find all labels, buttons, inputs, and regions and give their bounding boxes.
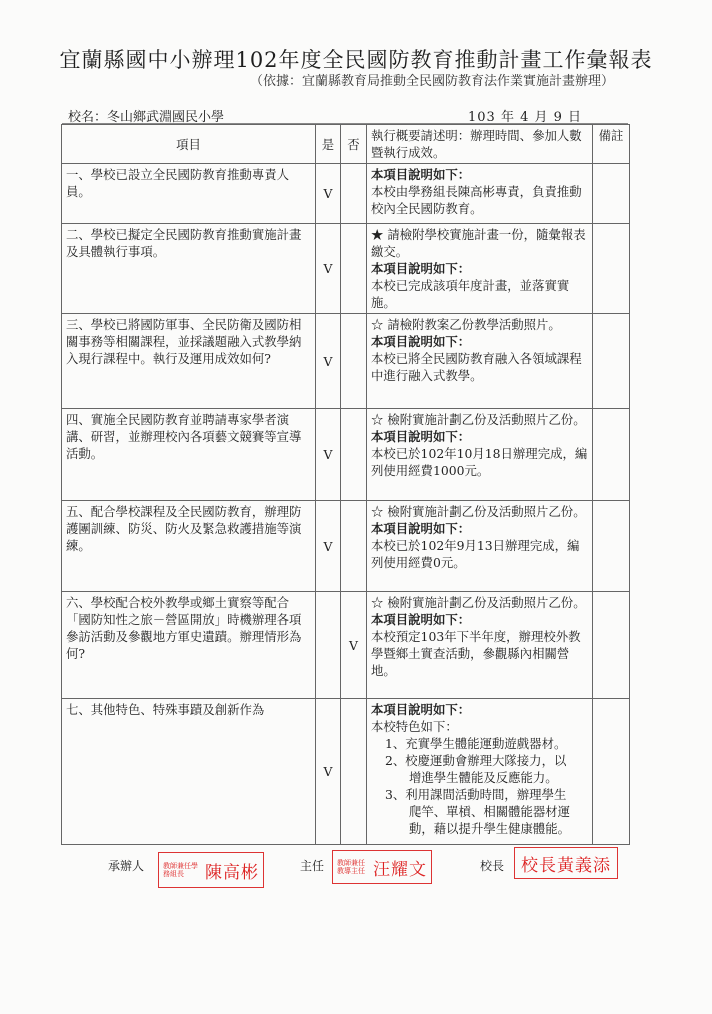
list-item-cont: 增進學生體能及反應能力。 — [409, 770, 558, 785]
table-row — [62, 501, 630, 592]
row-yes: V — [316, 699, 341, 845]
desc-line: 本項目說明如下： — [371, 167, 471, 182]
row-desc — [367, 224, 593, 314]
principal-stamp — [514, 847, 618, 879]
row-desc — [367, 409, 593, 501]
desc-line: ☆ 請檢附教案乙份教學活動照片。 — [371, 317, 561, 332]
list-item-cont: 爬竿、單槓、相關體能器材運 — [409, 804, 571, 819]
row-yes: V — [316, 224, 341, 314]
desc-line: 本項目說明如下： — [371, 612, 471, 627]
row-desc — [367, 592, 593, 699]
desc-line: 本校特色如下： — [371, 719, 458, 734]
table-row — [62, 409, 630, 501]
header-yes: 是 — [316, 125, 341, 164]
school-name: 校名：冬山鄉武淵國民小學 — [68, 110, 225, 125]
row-no — [341, 699, 367, 845]
row-item: 四、實施全民國防教育並聘請專家學者演講、研習，並辦理校內各項藝文競賽等宣導活動。 — [62, 409, 316, 501]
desc-line: 本校已於102年10月18日辦理完成，編列使用經費1000元。 — [371, 446, 588, 478]
handler-stamp — [158, 852, 264, 888]
principal-label: 校長 — [480, 859, 505, 873]
handler-stamp-name: 陳高彬 — [205, 862, 259, 883]
row-no — [341, 409, 367, 501]
handler-stamp-title: 教師兼任學務組長 — [163, 862, 198, 878]
director-stamp-title: 教師兼任教導主任 — [337, 859, 365, 875]
row-desc — [367, 699, 593, 845]
header-item: 項目 — [62, 125, 316, 164]
table-row — [62, 314, 630, 409]
row-note — [593, 501, 630, 592]
row-desc — [367, 501, 593, 592]
row-no — [341, 164, 367, 224]
table-row — [62, 592, 630, 699]
list-item-cont: 動，藉以提升學生健康體能。 — [409, 821, 571, 836]
desc-line: 本校已完成該項年度計畫，並落實實施。 — [371, 278, 570, 310]
principal-stamp-name: 校長黃義添 — [521, 855, 611, 876]
row-no — [341, 224, 367, 314]
handler-label: 承辦人 — [108, 859, 145, 873]
row-desc — [367, 164, 593, 224]
table-row — [62, 224, 630, 314]
row-note — [593, 164, 630, 224]
director-stamp-name: 汪耀文 — [373, 859, 427, 880]
director-stamp — [332, 850, 432, 884]
page-title: 宜蘭縣國中小辦理102年度全民國防教育推動計畫工作彙報表 — [59, 48, 653, 72]
desc-line: 本項目說明如下： — [371, 261, 471, 276]
director-label: 主任 — [300, 859, 325, 873]
desc-line: 本項目說明如下： — [371, 702, 471, 717]
row-yes: V — [316, 164, 341, 224]
row-item: 三、學校已將國防軍事、全民防衛及國防相關事務等相關課程，並採議題融入式教學納入現行課程中。執行及運用成效如何? — [62, 314, 316, 409]
row-note — [593, 592, 630, 699]
desc-line: 本項目說明如下： — [371, 429, 471, 444]
row-yes: V — [316, 409, 341, 501]
row-yes: V — [316, 314, 341, 409]
row-item: 五、配合學校課程及全民國防教育，辦理防護團訓練、防災、防火及緊急救護措施等演練。 — [62, 501, 316, 592]
row-no: V — [341, 592, 367, 699]
header-note: 備註 — [593, 125, 630, 164]
row-item: 六、學校配合校外教學或鄉土實察等配合「國防知性之旅－營區開放」時機辦理各項參訪活動及參觀地方軍史遺蹟。辦理情形為何? — [62, 592, 316, 699]
row-yes: V — [316, 501, 341, 592]
list-item: 2、校慶運動會辦理大隊接力，以 — [385, 753, 567, 768]
list-item: 1、充實學生體能運動遊戲器材。 — [385, 736, 567, 751]
table-header-row — [62, 125, 630, 164]
list-item: 3、利用課間活動時間，辦理學生 — [385, 787, 567, 802]
row-note — [593, 224, 630, 314]
desc-line: 本校由學務組長陳高彬專責，負責推動校內全民國防教育。 — [371, 184, 582, 216]
row-no — [341, 314, 367, 409]
row-note — [593, 314, 630, 409]
row-note — [593, 699, 630, 845]
desc-line: 本校已將全民國防教育融入各領域課程中進行融入式教學。 — [371, 351, 582, 383]
desc-line: ☆ 檢附實施計劃乙份及活動照片乙份。 — [371, 504, 586, 519]
basis-note: （依據：宜蘭縣教育局推動全民國防教育法作業實施計畫辦理） — [250, 74, 615, 89]
desc-line: 本項目說明如下： — [371, 521, 471, 536]
header-desc: 執行概要請述明：辦理時間、參加人數暨執行成效。 — [367, 125, 593, 164]
row-item: 七、其他特色、特殊事蹟及創新作為 — [62, 699, 316, 845]
row-item: 二、學校已擬定全民國防教育推動實施計畫及具體執行事項。 — [62, 224, 316, 314]
header-no: 否 — [341, 125, 367, 164]
desc-line: 本校預定103年下半年度，辦理校外教學暨鄉土實查活動，參觀縣內相關營地。 — [371, 629, 581, 678]
report-table — [61, 124, 630, 845]
row-note — [593, 409, 630, 501]
desc-line: ☆ 檢附實施計劃乙份及活動照片乙份。 — [371, 412, 586, 427]
table-row — [62, 699, 630, 845]
table-row — [62, 164, 630, 224]
row-no — [341, 501, 367, 592]
desc-line: 本項目說明如下： — [371, 334, 471, 349]
report-date: 103 年 4 月 9 日 — [468, 110, 583, 125]
row-yes — [316, 592, 341, 699]
desc-line: 本校已於102年9月13日辦理完成，編列使用經費0元。 — [371, 538, 580, 570]
row-desc — [367, 314, 593, 409]
desc-line: ☆ 檢附實施計劃乙份及活動照片乙份。 — [371, 595, 586, 610]
row-item: 一、學校已設立全民國防教育推動專責人員。 — [62, 164, 316, 224]
desc-line: ★ 請檢附學校實施計畫一份，隨彙報表繳交。 — [371, 227, 586, 259]
